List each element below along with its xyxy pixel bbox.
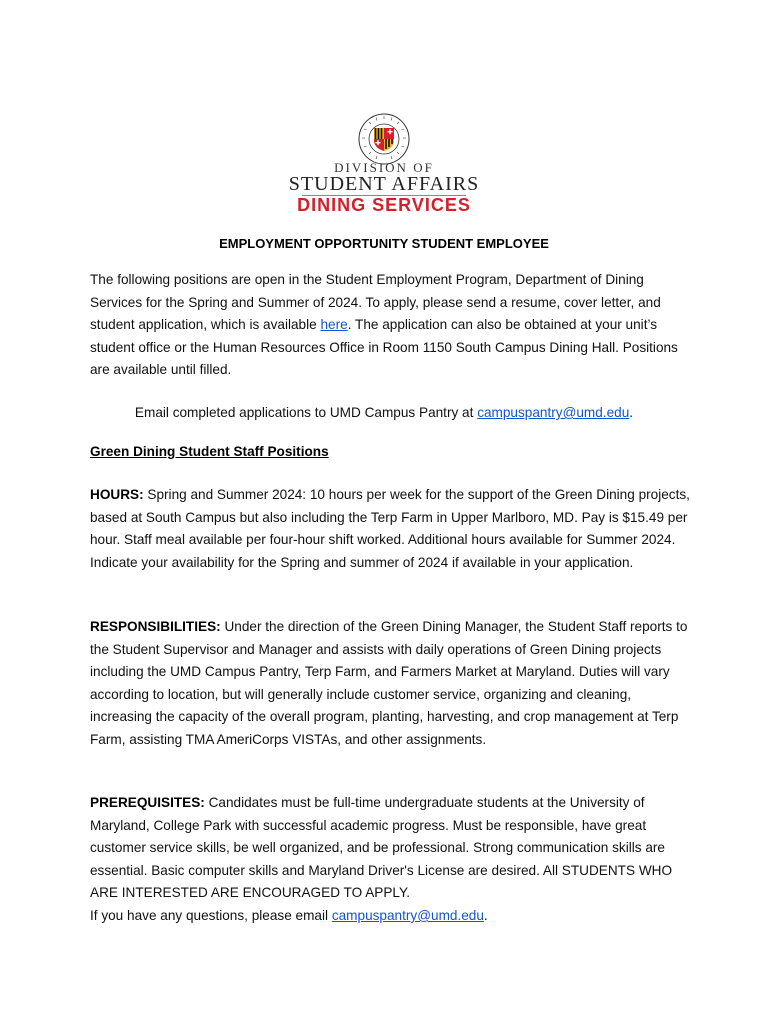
logo-department: STUDENT AFFAIRS <box>288 173 480 195</box>
logo-division: DIVISION OF <box>334 160 434 175</box>
responsibilities-label: RESPONSIBILITIES: <box>90 619 221 634</box>
questions-text: If you have any questions, please email <box>90 907 332 923</box>
prerequisites-text: Candidates must be full-time undergraduate students at the University of Maryland, College Park with successful academic progress. Must be responsible, have great customer service skills, be well organized, and be professional. Strong communication skills are essential. Basic computer skills and Maryland Driver's License are desired. All STUDENTS WHO ARE INTERESTED ARE ENCOURAGED TO APPLY. <box>90 795 673 901</box>
prerequisites-paragraph <box>90 792 690 928</box>
application-link[interactable]: here <box>320 317 348 333</box>
questions-end: . <box>483 907 488 923</box>
hours-label: HOURS: <box>90 487 144 502</box>
section-heading: Green Dining Student Staff Positions <box>90 444 329 459</box>
university-seal-logo <box>358 113 410 165</box>
questions-email-link[interactable]: campuspantry@umd.edu <box>331 907 484 923</box>
prerequisites-label: PREREQUISITES: <box>90 795 205 810</box>
logo-unit: DINING SERVICES <box>297 195 471 215</box>
intro-text-after: . The application can also be obtained at your unit’s student office or the Human Resources Office in Room 1150 South Campus Dining Hall. Positions are available until filled. <box>90 317 678 378</box>
intro-paragraph <box>90 269 690 382</box>
hours-text: Spring and Summer 2024: 10 hours per week for the support of the Green Dining projects, based at South Campus but also including the Terp Farm in Upper Marlboro, MD. Pay is $15.49 per hour. Staff meal available per four-hour shift worked. Additional hours available for Summer 2024. Indicate your availability for the Spring and summer of 2024 if available in your application. <box>90 487 690 570</box>
responsibilities-text: Under the direction of the Green Dining Manager, the Student Staff reports to the Student Supervisor and Manager and assists with daily operations of Green Dining projects including the UMD Campus Pantry, Terp Farm, and Farmers Market at Maryland. Duties will vary according to location, but will generally include customer service, organizing and cleaning, increasing the capacity of the overall program, planting, harvesting, and crop management at Terp Farm, assisting TMA AmeriCorps VISTAs, and other assignments. <box>90 619 688 747</box>
email-link[interactable]: campuspantry@umd.edu <box>477 405 630 420</box>
responsibilities-paragraph <box>90 616 690 752</box>
email-instruction-end: . <box>629 405 634 420</box>
document-title: EMPLOYMENT OPPORTUNITY STUDENT EMPLOYEE <box>219 236 549 251</box>
intro-text-before: The following positions are open in the Student Employment Program, Department of Dining Services for the Spring and Summer of 2024. To apply, please send a resume, cover letter, and student application, which is available <box>90 272 661 333</box>
email-instruction-text: Email completed applications to UMD Campus Pantry at <box>134 405 478 420</box>
hours-paragraph <box>90 484 690 574</box>
email-instruction <box>0 402 768 424</box>
